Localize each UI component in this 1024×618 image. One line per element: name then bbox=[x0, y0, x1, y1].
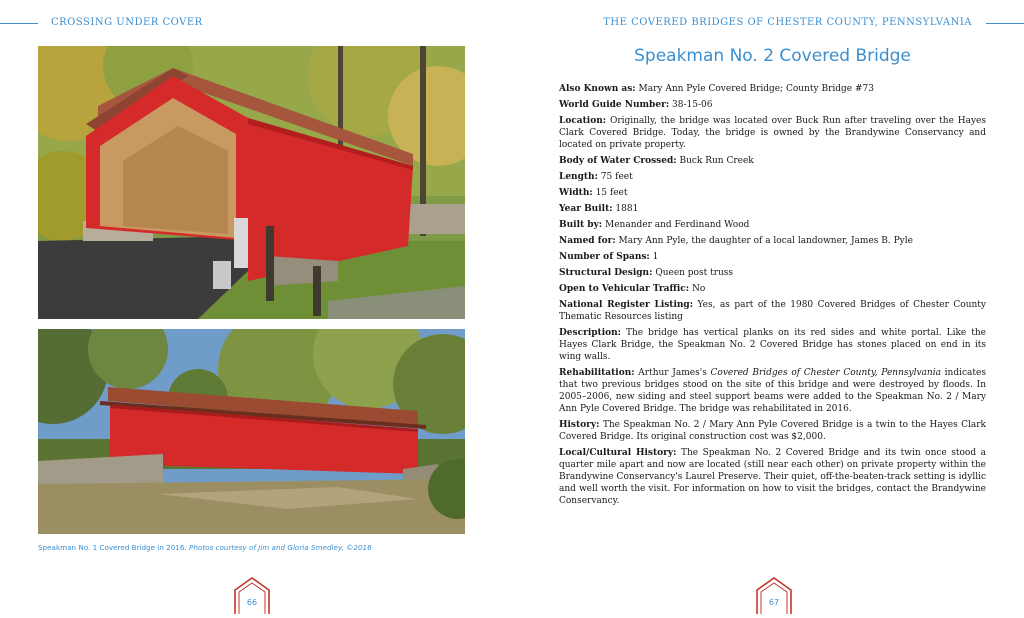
fact-description bbox=[559, 327, 986, 363]
book-title: Covered Bridges of Chester County, Pennsylvania bbox=[710, 368, 941, 378]
fact-value: No bbox=[691, 284, 706, 294]
fact-world-guide bbox=[559, 99, 986, 111]
fact-built-by bbox=[559, 219, 986, 231]
fact-value: 1881 bbox=[615, 204, 639, 214]
fact-rehabilitation bbox=[559, 367, 986, 415]
fact-label: Built by: bbox=[559, 220, 603, 230]
fact-label: Number of Spans: bbox=[559, 252, 650, 262]
fact-value: 38-15-06 bbox=[672, 100, 713, 110]
fact-value: The bridge has vertical planks on its red sides and white portal. Like the Hayes Clark Bridge, the Speakman No. 2 Covered Bridge has stones placed on end in its wing walls. bbox=[559, 328, 986, 362]
fact-label: Width: bbox=[559, 188, 593, 198]
fact-value: Originally, the bridge was located over Buck Run after traveling over the Hayes Clark Covered Bridge. Today, the bridge is owned by the Brandywine Conservancy and located on private property. bbox=[559, 116, 986, 150]
fact-named-for bbox=[559, 235, 986, 247]
fact-spans bbox=[559, 251, 986, 263]
fact-label: Body of Water Crossed: bbox=[559, 156, 677, 166]
fact-label: Description: bbox=[559, 328, 621, 338]
fact-value: 75 feet bbox=[600, 172, 633, 182]
caption-credit: Photos courtesy of Jim and Gloria Smedley, ©2016 bbox=[189, 543, 372, 552]
bridge-photo-top bbox=[38, 46, 465, 319]
page-number-right bbox=[756, 576, 792, 614]
fact-label: Location: bbox=[559, 116, 607, 126]
bridge-photo-bottom bbox=[38, 329, 465, 534]
fact-value: 1 bbox=[652, 252, 659, 262]
fact-aka bbox=[559, 83, 986, 95]
fact-label: National Register Listing: bbox=[559, 300, 694, 310]
fact-value: Menander and Ferdinand Wood bbox=[605, 220, 750, 230]
running-head-left: CROSSING UNDER COVER bbox=[51, 17, 203, 28]
page-number-left bbox=[234, 576, 270, 614]
fact-label: World Guide Number: bbox=[559, 100, 670, 110]
fact-vehicular bbox=[559, 283, 986, 295]
fact-local-history bbox=[559, 447, 986, 507]
bridge-photo-top-image bbox=[38, 46, 465, 319]
bridge-photo-bottom-image bbox=[38, 329, 465, 534]
fact-length bbox=[559, 171, 986, 183]
fact-water bbox=[559, 155, 986, 167]
fact-label: Open to Vehicular Traffic: bbox=[559, 284, 690, 294]
fact-value: The Speakman No. 2 Covered Bridge and its twin once stood a quarter mile apart and now are located (still near each other) on private property within the Brandywine Conservancy's Laurel Preserve. Their quiet, off-the-beaten-track setting is idyllic and well worth the visit. For information on how to visit the bridges, contact the Brandywine Conservancy. bbox=[559, 448, 986, 506]
fact-label: Rehabilitation: bbox=[559, 368, 635, 378]
fact-value: Queen post truss bbox=[655, 268, 734, 278]
fact-label: Year Built: bbox=[559, 204, 613, 214]
fact-value: The Speakman No. 2 / Mary Ann Pyle Covered Bridge is a twin to the Hayes Clark Covered Bridge. Its original construction cost was $2,000. bbox=[559, 420, 986, 442]
fact-label: Named for: bbox=[559, 236, 616, 246]
fact-value: Arthur James's bbox=[638, 368, 707, 378]
fact-value: indicates that two previous bridges stood on the site of this bridge and were destroyed by floods. In 2005–2006, new siding and steel support beams were added to the Speakman No. 2 / Mary Ann Pyle Covered Bridge. The bridge was rehabilitated in 2016. bbox=[559, 368, 986, 414]
bridge-facts bbox=[559, 83, 986, 511]
fact-label: Length: bbox=[559, 172, 598, 182]
bridge-portal-icon bbox=[234, 576, 270, 614]
fact-label: Local/Cultural History: bbox=[559, 448, 677, 458]
fact-label: Structural Design: bbox=[559, 268, 653, 278]
fact-value: 15 feet bbox=[595, 188, 628, 198]
fact-location bbox=[559, 115, 986, 151]
fact-value: Buck Run Creek bbox=[679, 156, 754, 166]
fact-width bbox=[559, 187, 986, 199]
header-rule-right bbox=[986, 23, 1024, 24]
fact-design bbox=[559, 267, 986, 279]
fact-year-built bbox=[559, 203, 986, 215]
page-number: 67 bbox=[768, 598, 780, 607]
running-head-right: THE COVERED BRIDGES OF CHESTER COUNTY, PENNSYLVANIA bbox=[603, 17, 972, 28]
caption-main: Speakman No. 1 Covered Bridge in 2016. bbox=[38, 543, 187, 552]
fact-value: Mary Ann Pyle, the daughter of a local landowner, James B. Pyle bbox=[618, 236, 913, 246]
page-number: 66 bbox=[246, 598, 258, 607]
fact-national-register bbox=[559, 299, 986, 323]
fact-label: History: bbox=[559, 420, 600, 430]
bridge-portal-icon bbox=[756, 576, 792, 614]
photo-caption bbox=[38, 543, 372, 552]
fact-value: Yes, as part of the 1980 Covered Bridges of Chester County Thematic Resources listing bbox=[559, 300, 986, 322]
fact-history bbox=[559, 419, 986, 443]
header-rule-left bbox=[0, 23, 38, 24]
page-title: Speakman No. 2 Covered Bridge bbox=[634, 46, 911, 66]
fact-value: Mary Ann Pyle Covered Bridge; County Bridge #73 bbox=[638, 84, 874, 94]
fact-label: Also Known as: bbox=[559, 84, 636, 94]
